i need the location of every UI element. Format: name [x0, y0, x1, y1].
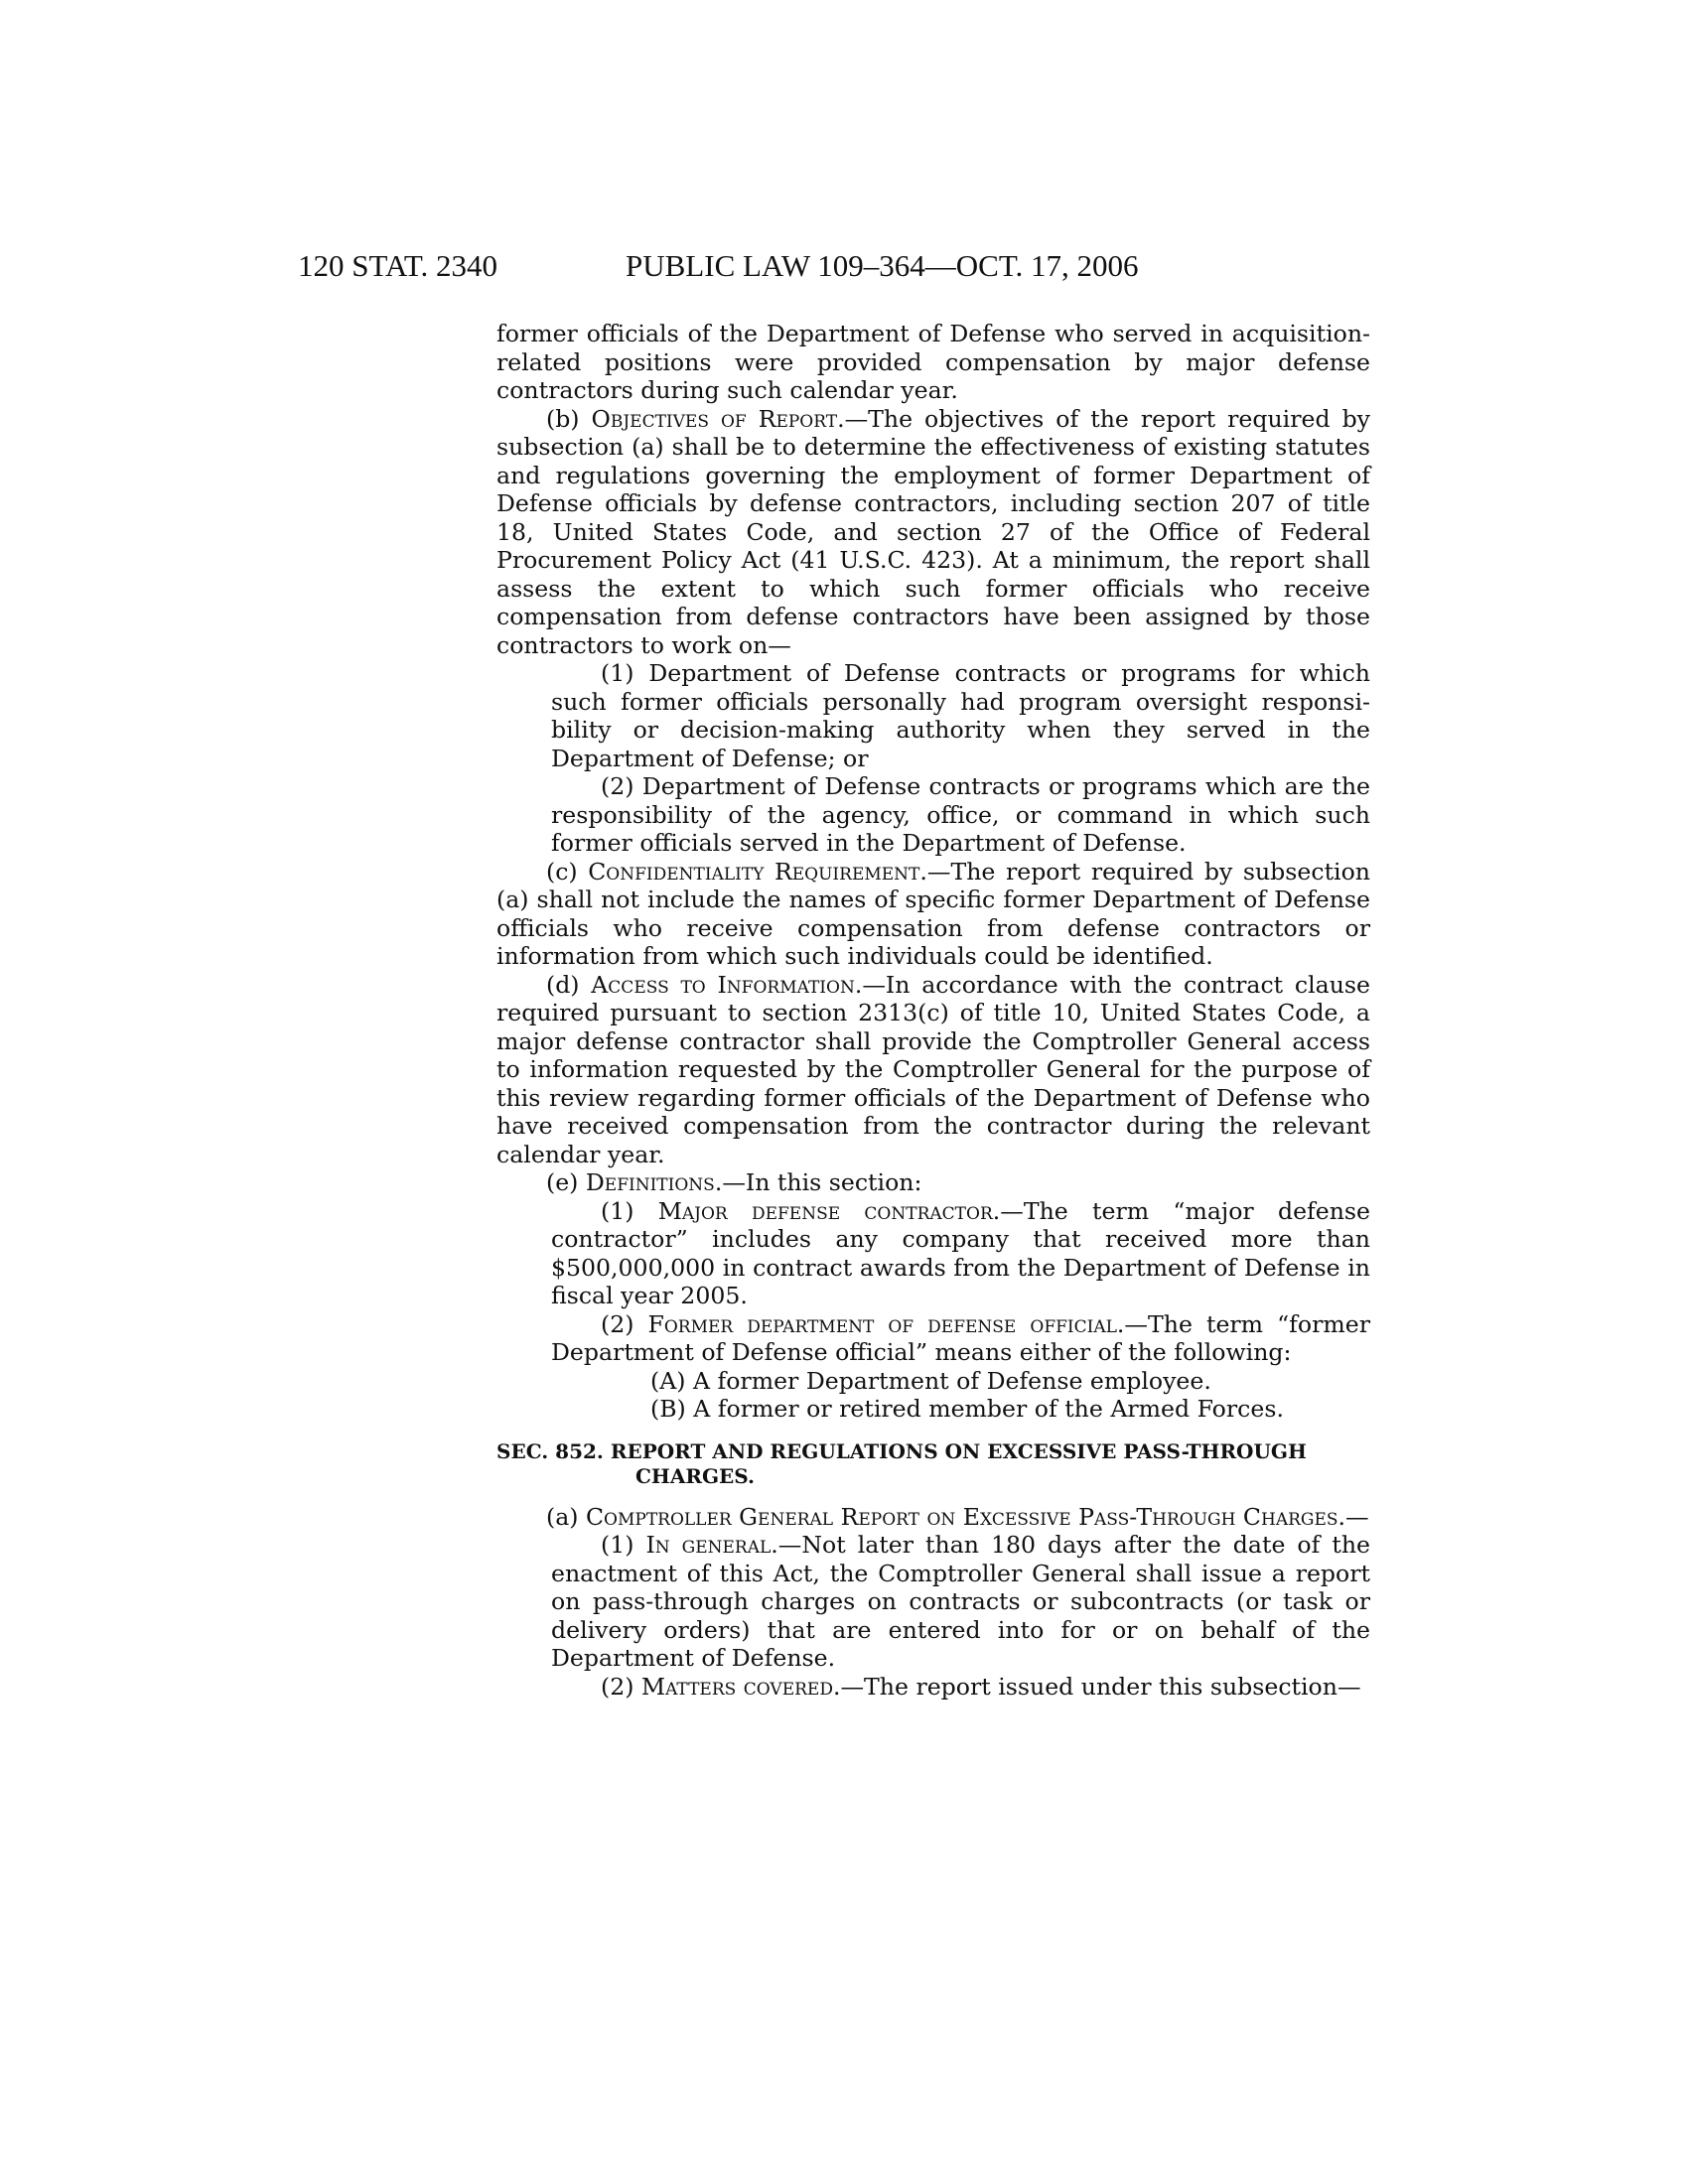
subsection-heading: Confidentiality Requirement [588, 857, 920, 886]
subparagraph-item: (A) A former Department of Defense employee. [650, 1366, 1211, 1395]
subsection-heading: Definitions [585, 1168, 715, 1196]
public-law-citation: PUBLIC LAW 109–364—OCT. 17, 2006 [626, 248, 1139, 283]
paragraph-text: .—Not later than 180 days after the date of the enactment of this Act, the Comptroller General shall issue a report on pass-through charges on contracts or subcontracts (or task or delivery orders) that are entered into for or on behalf of the Department of Defense. [551, 1531, 1371, 1672]
paragraph-heading: In general [645, 1531, 772, 1559]
statute-body [496, 320, 1370, 1701]
section-heading: SEC. 852. REPORT AND REGULATIONS ON EXCESSIVE PASS-THROUGH CHARGES. [496, 1438, 1307, 1488]
subparagraph-item: (B) A former or retired member of the Armed Forces. [650, 1395, 1284, 1423]
paragraph-number: (1) [601, 1196, 658, 1225]
paragraph-number: (2) [601, 1672, 641, 1701]
running-head [298, 248, 1370, 288]
paragraph-text: .—The report issued under this subsection— [832, 1672, 1361, 1701]
subsection-text: .—The report required by subsection (a) shall not include the names of specific former Department of Defense officials who receive compensation from defense contractors or information from which such individuals could be identified. [496, 857, 1371, 970]
subsection-heading: Comptroller General Report on Excessive Pass-Through Charges [585, 1502, 1338, 1531]
paragraph-number: (2) [601, 1309, 648, 1338]
subsection-text: .— [1337, 1502, 1369, 1531]
paragraph-matters-covered [496, 1673, 1370, 1702]
subsection-heading: Access to Information [591, 970, 855, 999]
subsection-c [496, 858, 1370, 971]
subsection-b [496, 405, 1370, 660]
paragraph-heading: Matters covered [640, 1672, 833, 1701]
subsection-852a [496, 1503, 1370, 1532]
paragraph-text: .—The term “former Department of Defense official” means either of the following: [551, 1309, 1370, 1366]
paragraph-text: .—The term “major defense contractor” includes any company that received more than $500,000,000 in contract awards from the Department of Defense in fiscal year 2005. [551, 1196, 1370, 1309]
paragraph-heading: Former department of defense official [647, 1309, 1117, 1338]
subsection-e [496, 1168, 1370, 1197]
subsection-number: (b) [546, 404, 592, 433]
subsection-text: .—The objectives of the report required by subsection (a) shall be to determine the effectiveness of existing statutes and regulations governing the employment of former Department of Defense officials by defense contractors, including section 207 of title 18, United States Code, and section 27 of the Office of Federal Procurement Policy Act (41 U.S.C. 423). At a minimum, the report shall assess the extent to which such former officials who receive compensation from defense contractors have been assigned by those contractors to work on— [496, 404, 1370, 659]
subsection-number: (c) [546, 857, 589, 886]
paragraph-item: (1) Department of Defense contracts or programs for which such former officials personally had program oversight responsibility or decision-making authority when they served in the Department of Defense; or [551, 659, 1370, 772]
paragraph-continuation: former officials of the Department of Defense who served in acquisition-related positions were provided compensation by major defense contractors during such calendar year. [496, 320, 1370, 404]
paragraph-in-general [496, 1531, 1370, 1673]
subsection-number: (d) [546, 970, 592, 999]
subsection-number: (e) [546, 1168, 586, 1196]
subsection-number: (a) [546, 1502, 586, 1531]
definition-former-official [496, 1310, 1370, 1367]
subsection-text: .—In this section: [714, 1168, 922, 1196]
paragraph-item: (2) Department of Defense contracts or programs which are the responsibility of the agency, office, or command in which such former officials served in the Department of Defense. [551, 772, 1370, 857]
paragraph-heading: Major defense contractor [657, 1196, 993, 1225]
page-reference: 120 STAT. 2340 [298, 248, 498, 283]
subsection-d [496, 971, 1370, 1169]
subsection-text: .—In accordance with the contract clause required pursuant to section 2313(c) of title 10, United States Code, a major defense contractor shall provide the Comptroller General access to information requested by the Comptroller General for the purpose of this review regarding former officials of the Department of Defense who have received compensation from the contractor during the relevant calendar year. [496, 970, 1370, 1168]
definition-major-defense-contractor [496, 1197, 1370, 1310]
paragraph-number: (1) [601, 1531, 646, 1559]
subsection-heading: Objectives of Report [591, 404, 838, 433]
